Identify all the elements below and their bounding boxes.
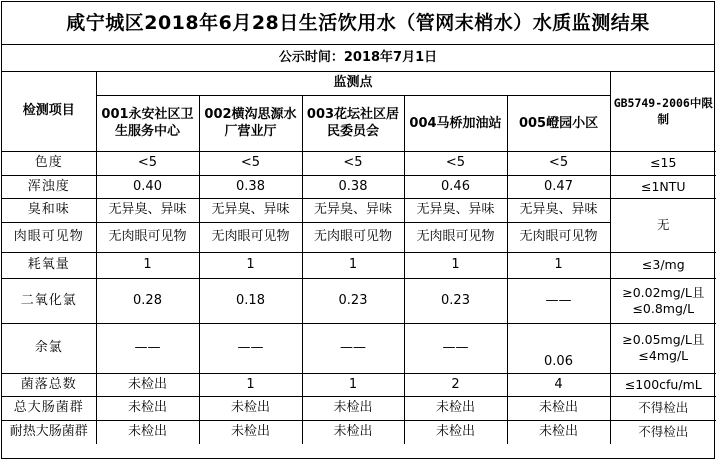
table-cell: 无异臭、异味 xyxy=(302,198,404,222)
site-header-3: 003花坛社区居民委员会 xyxy=(302,95,404,151)
table-cell: 无异臭、异味 xyxy=(96,198,199,222)
table-cell: 1 xyxy=(199,252,302,278)
table-row xyxy=(2,252,716,278)
table-cell: 无肉眼可见物 xyxy=(199,222,302,252)
table-cell: 2 xyxy=(404,373,507,396)
table-cell: 未检出 xyxy=(404,420,507,444)
standard-cell: ≤1NTU xyxy=(610,175,716,198)
table-cell: 0.38 xyxy=(302,175,404,198)
table-row xyxy=(2,396,716,420)
table-cell: <5 xyxy=(96,151,199,175)
site-header-4: 004马桥加油站 xyxy=(404,95,507,151)
table-cell: 0.06 xyxy=(507,323,610,373)
column-header-standard: GB5749-2006中限制 xyxy=(610,72,716,151)
table-cell: 未检出 xyxy=(302,396,404,420)
table-cell: 未检出 xyxy=(507,396,610,420)
table-cell: 未检出 xyxy=(404,396,507,420)
row-label: 臭和味 xyxy=(2,198,96,222)
table-cell: 未检出 xyxy=(96,373,199,396)
table-cell: —— xyxy=(199,323,302,373)
table-cell: —— xyxy=(507,278,610,323)
table-cell: —— xyxy=(96,323,199,373)
standard-cell: ≤100cfu/mL xyxy=(610,373,716,396)
table-cell: 4 xyxy=(507,373,610,396)
table-cell: 无异臭、异味 xyxy=(507,198,610,222)
row-label: 菌落总数 xyxy=(2,373,96,396)
table-cell: 未检出 xyxy=(199,420,302,444)
row-label: 肉眼可见物 xyxy=(2,222,96,252)
standard-cell: ≤3/mg xyxy=(610,252,716,278)
row-label: 耐热大肠菌群 xyxy=(2,420,96,444)
row-label: 浑浊度 xyxy=(2,175,96,198)
table-cell: <5 xyxy=(507,151,610,175)
row-label: 二氧化氯 xyxy=(2,278,96,323)
table-row xyxy=(2,373,716,396)
table-cell: 无异臭、异味 xyxy=(404,198,507,222)
publish-date: 公示时间：2018年7月1日 xyxy=(2,45,714,72)
table-cell: 无肉眼可见物 xyxy=(507,222,610,252)
table-cell: 未检出 xyxy=(199,396,302,420)
table-cell: <5 xyxy=(199,151,302,175)
table-row xyxy=(2,198,716,222)
table-cell: <5 xyxy=(302,151,404,175)
table-cell: —— xyxy=(302,323,404,373)
table-cell: 未检出 xyxy=(96,396,199,420)
table-cell: 无肉眼可见物 xyxy=(302,222,404,252)
row-label: 余氯 xyxy=(2,323,96,373)
table-cell: 1 xyxy=(199,373,302,396)
standard-cell: ≥0.02mg/L且≤0.8mg/L xyxy=(610,278,716,323)
report-title: 咸宁城区2018年6月28日生活饮用水（管网末梢水）水质监测结果 xyxy=(2,2,714,45)
table-cell: 0.46 xyxy=(404,175,507,198)
table-cell: 1 xyxy=(302,252,404,278)
table-cell: 0.23 xyxy=(404,278,507,323)
table-cell: 0.18 xyxy=(199,278,302,323)
column-header-sites: 监测点 xyxy=(96,72,610,95)
row-label: 色度 xyxy=(2,151,96,175)
table-cell: 0.47 xyxy=(507,175,610,198)
table-cell: 无异臭、异味 xyxy=(199,198,302,222)
standard-cell: ≥0.05mg/L且≤4mg/L xyxy=(610,323,716,373)
column-header-item: 检测项目 xyxy=(2,72,96,151)
table-cell: 1 xyxy=(302,373,404,396)
table-cell: 0.38 xyxy=(199,175,302,198)
table-cell: 1 xyxy=(507,252,610,278)
table-row xyxy=(2,323,716,373)
table-cell: 0.23 xyxy=(302,278,404,323)
table-cell: 无肉眼可见物 xyxy=(96,222,199,252)
site-header-5: 005嶝园小区 xyxy=(507,95,610,151)
site-header-1: 001永安社区卫生服务中心 xyxy=(96,95,199,151)
table-row xyxy=(2,175,716,198)
row-label: 总大肠菌群 xyxy=(2,396,96,420)
table-cell: 无肉眼可见物 xyxy=(404,222,507,252)
table-cell: 1 xyxy=(404,252,507,278)
table-cell: 0.28 xyxy=(96,278,199,323)
table-cell: <5 xyxy=(404,151,507,175)
row-label: 耗氧量 xyxy=(2,252,96,278)
water-quality-table xyxy=(2,72,716,444)
table-cell: 未检出 xyxy=(96,420,199,444)
site-header-2: 002横沟思源水厂营业厅 xyxy=(199,95,302,151)
table-cell: 0.40 xyxy=(96,175,199,198)
table-row xyxy=(2,278,716,323)
table-row xyxy=(2,420,716,444)
table-row xyxy=(2,151,716,175)
table-row xyxy=(2,222,716,252)
table-cell: —— xyxy=(404,323,507,373)
table-cell: 未检出 xyxy=(302,420,404,444)
standard-cell: 无 xyxy=(610,198,716,252)
table-cell: 未检出 xyxy=(507,420,610,444)
standard-cell: ≤15 xyxy=(610,151,716,175)
table-cell: 1 xyxy=(96,252,199,278)
report-sheet xyxy=(1,1,715,459)
standard-cell: 不得检出 xyxy=(610,396,716,420)
standard-cell: 不得检出 xyxy=(610,420,716,444)
